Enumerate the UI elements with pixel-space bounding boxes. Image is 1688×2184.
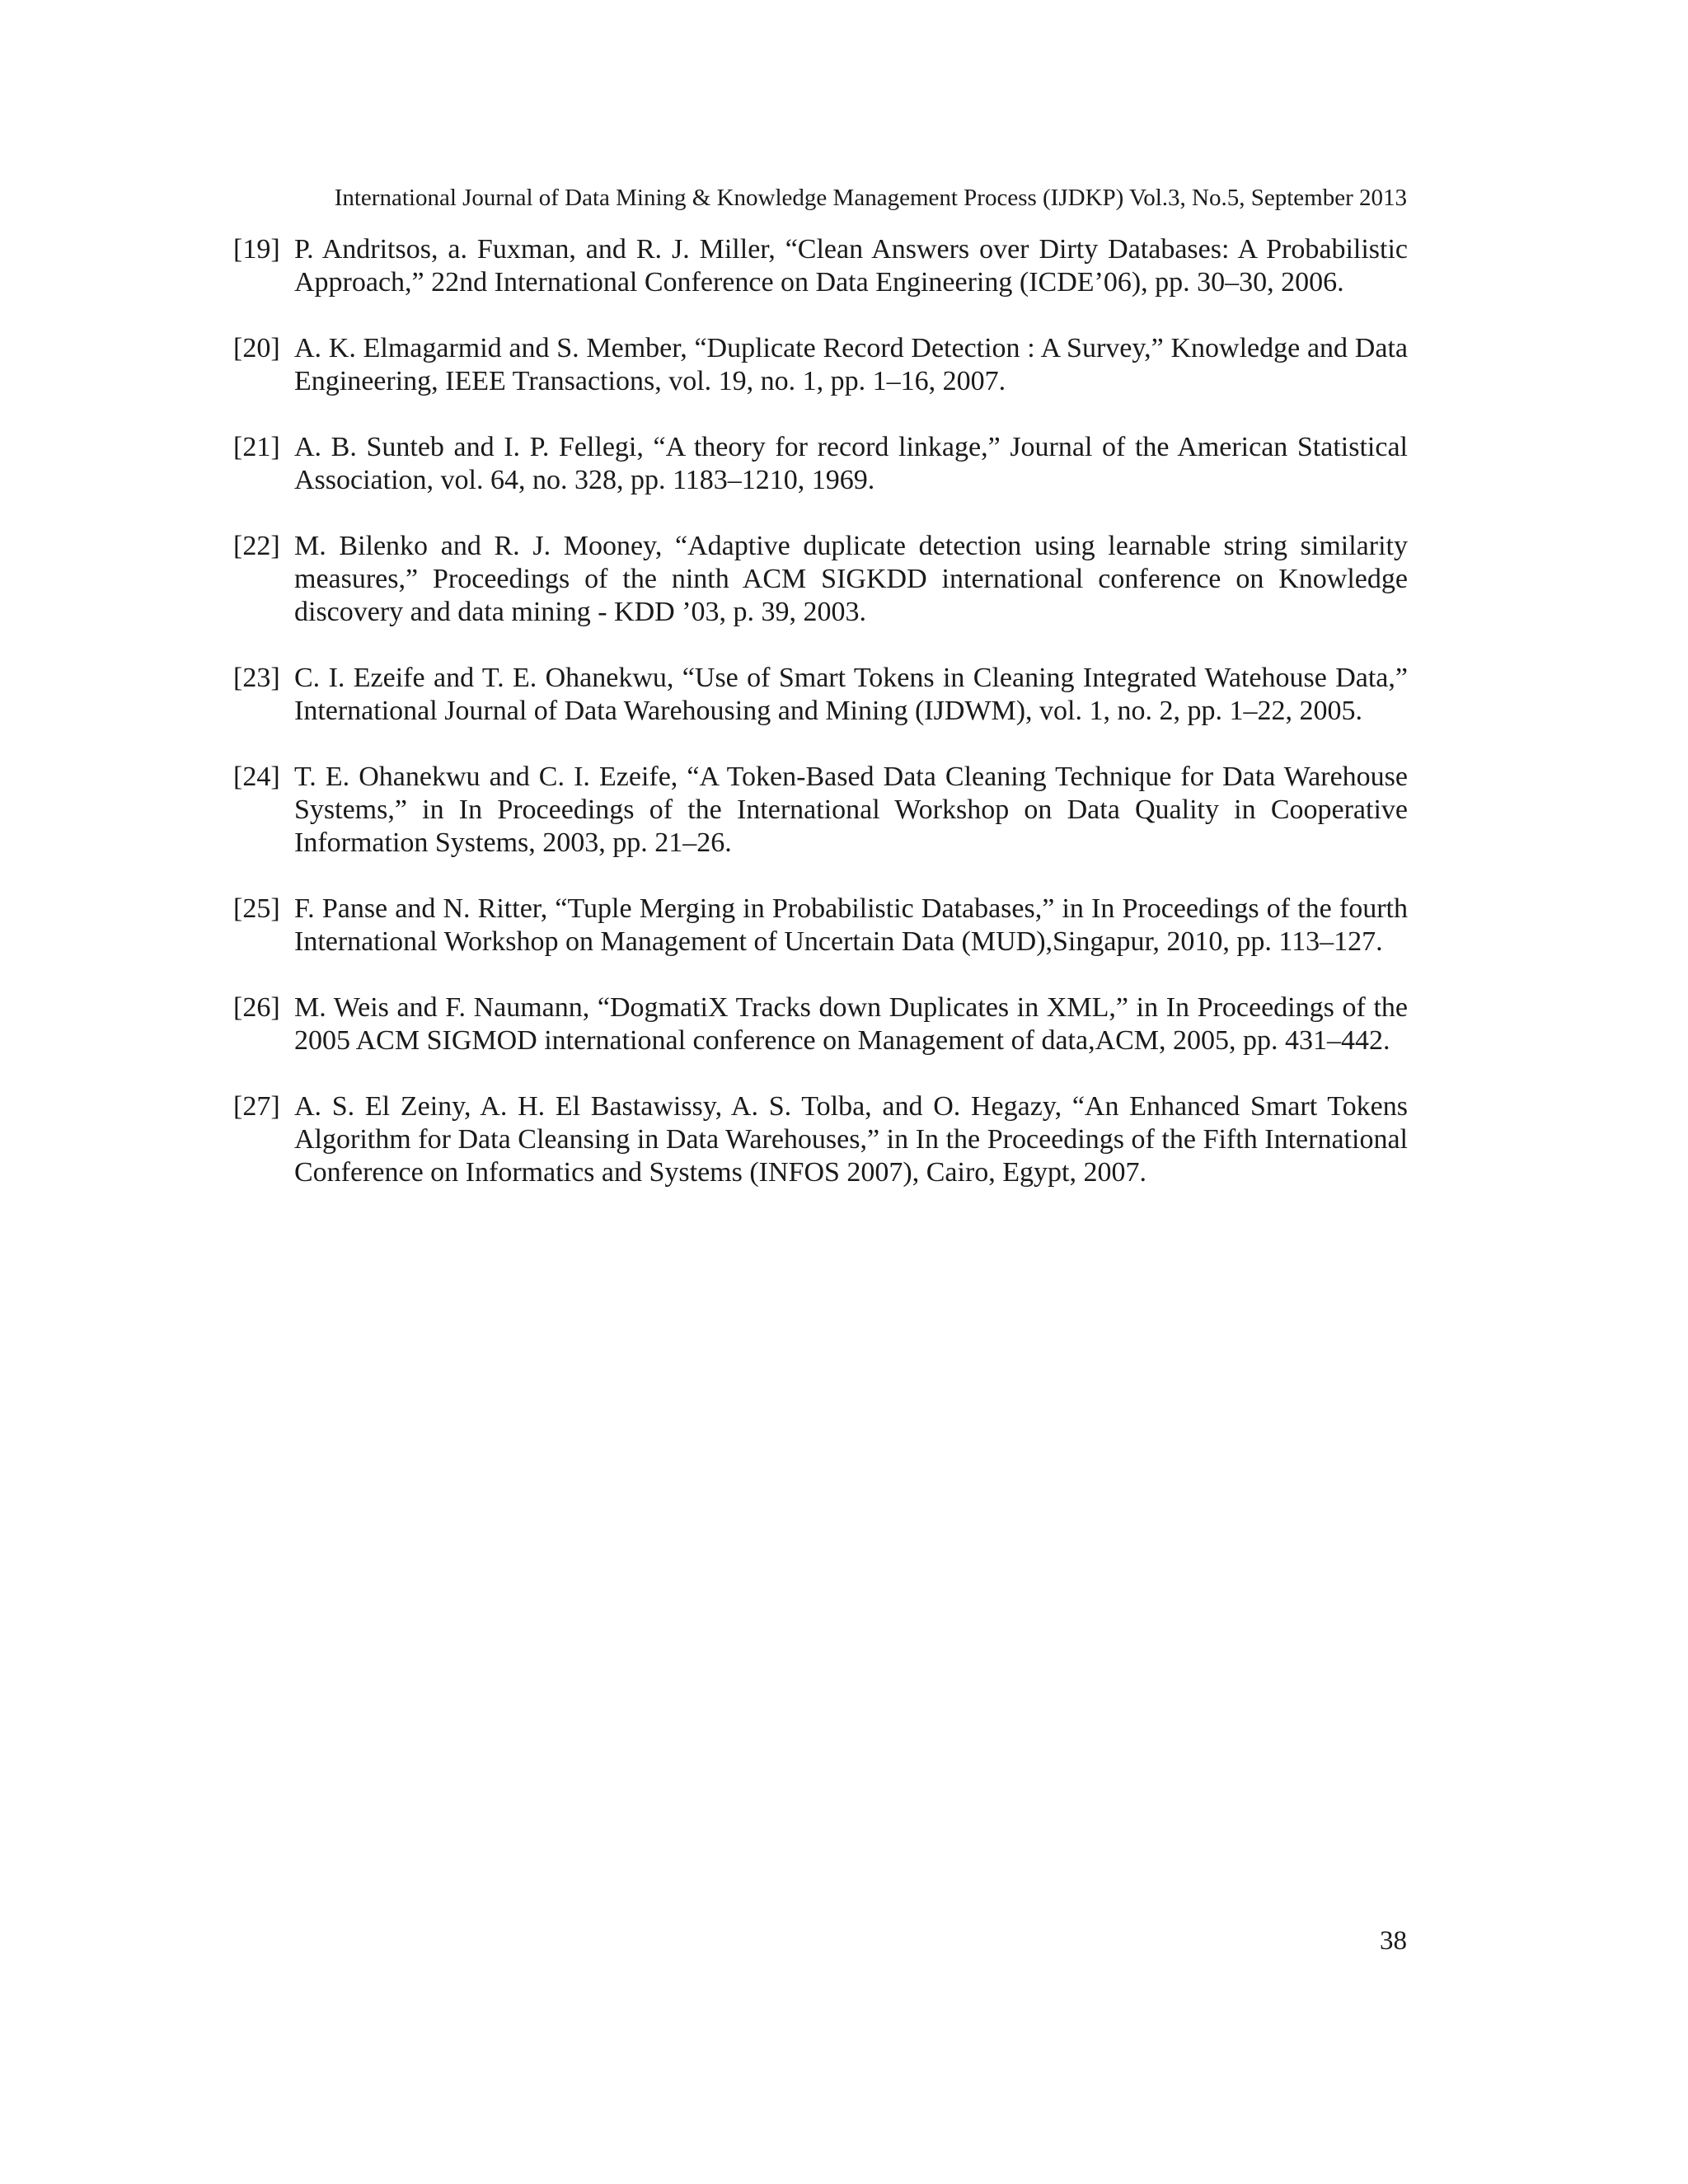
reference-number: [23] [233, 663, 280, 693]
page-number: 38 [1380, 1926, 1407, 1956]
reference-item [233, 530, 1408, 629]
reference-list [233, 233, 1408, 1222]
reference-number: [26] [233, 992, 280, 1023]
reference-text: M. Weis and F. Naumann, “DogmatiX Tracks down Duplicates in XML,” in In Proceedings of the 2005 ACM SIGMOD international conference on Management of data,ACM, 2005, pp. 431–442. [294, 992, 1408, 1056]
reference-text: M. Bilenko and R. J. Mooney, “Adaptive duplicate detection using learnable string similarity measures,” Proceedings of the ninth ACM SIGKDD international conference on Knowledge discovery and data mining - KDD ’03, p. 39, 2003. [294, 531, 1408, 627]
reference-number: [22] [233, 531, 280, 561]
reference-item [233, 662, 1408, 728]
reference-text: P. Andritsos, a. Fuxman, and R. J. Miller, “Clean Answers over Dirty Databases: A Probabilistic Approach,” 22nd International Conference on Data Engineering (ICDE’06), pp. 30–30, 2006. [294, 234, 1408, 298]
reference-item [233, 991, 1408, 1057]
reference-text: C. I. Ezeife and T. E. Ohanekwu, “Use of Smart Tokens in Cleaning Integrated Watehouse Data,” International Journal of Data Warehousing and Mining (IJDWM), vol. 1, no. 2, pp. 1–22, 2005. [294, 663, 1408, 726]
running-header: International Journal of Data Mining & Knowledge Management Process (IJDKP) Vol.3, No.5, September 2013 [334, 185, 1407, 211]
reference-text: A. K. Elmagarmid and S. Member, “Duplicate Record Detection : A Survey,” Knowledge and Data Engineering, IEEE Transactions, vol. 19, no. 1, pp. 1–16, 2007. [294, 333, 1408, 396]
reference-text: A. B. Sunteb and I. P. Fellegi, “A theory for record linkage,” Journal of the American Statistical Association, vol. 64, no. 328, pp. 1183–1210, 1969. [294, 432, 1408, 495]
reference-item [233, 431, 1408, 497]
reference-number: [21] [233, 432, 280, 462]
reference-item [233, 893, 1408, 958]
reference-text: T. E. Ohanekwu and C. I. Ezeife, “A Token-Based Data Cleaning Technique for Data Warehouse Systems,” in In Proceedings of the International Workshop on Data Quality in Cooperative Information Systems, 2003, pp. 21–26. [294, 762, 1408, 858]
reference-item [233, 1090, 1408, 1189]
reference-number: [24] [233, 762, 280, 792]
reference-item [233, 332, 1408, 398]
reference-number: [25] [233, 893, 280, 924]
reference-text: F. Panse and N. Ritter, “Tuple Merging in Probabilistic Databases,” in In Proceedings of the fourth International Workshop on Management of Uncertain Data (MUD),Singapur, 2010, pp. 113–127. [294, 893, 1408, 957]
reference-number: [20] [233, 333, 280, 363]
reference-item [233, 761, 1408, 860]
reference-text: A. S. El Zeiny, A. H. El Bastawissy, A. S. Tolba, and O. Hegazy, “An Enhanced Smart Tokens Algorithm for Data Cleansing in Data Warehouses,” in In the Proceedings of the Fifth International Conference on Informatics and Systems (INFOS 2007), Cairo, Egypt, 2007. [294, 1091, 1408, 1188]
reference-number: [27] [233, 1091, 280, 1122]
reference-number: [19] [233, 234, 280, 265]
reference-item [233, 233, 1408, 299]
